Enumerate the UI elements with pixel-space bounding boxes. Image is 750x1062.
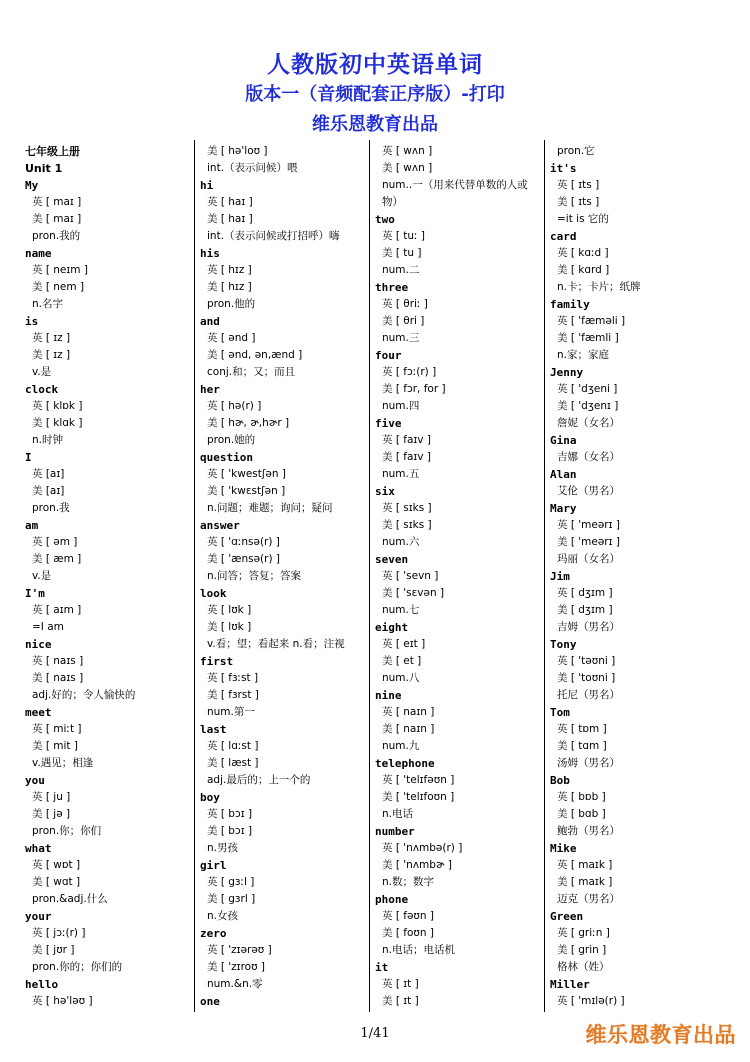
word-headword: 七年级上册 (25, 145, 80, 158)
word-detail: 美 [ naɪn ] (382, 723, 435, 735)
word-headword: am (25, 519, 39, 532)
word-detail: 美 [ θri ] (382, 315, 425, 327)
word-detail: 美 [ nem ] (32, 281, 85, 293)
page-title: 人教版初中英语单词 (267, 52, 483, 78)
word-detail: 美 [ ɪz ] (32, 349, 71, 361)
word-detail: 艾伦（男名） (557, 485, 620, 497)
column-divider (194, 140, 195, 1012)
word-detail: 英 [ 'dʒeni ] (557, 383, 618, 395)
word-detail: 英 [ wɒt ] (32, 859, 81, 871)
word-detail: 英 [ gɜːl ] (207, 876, 255, 888)
word-detail: 英 [ klɒk ] (32, 400, 83, 412)
word-headword: what (25, 842, 52, 855)
word-headword: last (200, 723, 227, 736)
word-detail: 美 [ gɜrl ] (207, 893, 256, 905)
word-detail: 美 [ bɑb ] (557, 808, 606, 820)
word-detail: 英 [ 'nʌmbə(r) ] (382, 842, 463, 854)
word-headword: seven (375, 553, 409, 566)
word-detail: 吉姆（男名） (557, 621, 620, 633)
word-detail: 美 [ 'kwɛstʃən ] (207, 485, 286, 497)
word-detail: 玛丽（女名） (557, 553, 620, 565)
word-detail: n.问题；难题；询问；疑问 (207, 502, 333, 514)
word-headword: and (200, 315, 220, 328)
word-detail: 英 [ ju ] (32, 791, 71, 803)
word-detail: 英 [ haɪ ] (207, 196, 253, 208)
word-detail: 英 [ fəʊn ] (382, 910, 435, 922)
word-headword: six (375, 485, 395, 498)
word-headword: it (375, 961, 389, 974)
word-detail: 美 [ wɑt ] (32, 876, 81, 888)
word-detail: v.遇见；相逢 (32, 757, 94, 769)
word-detail: num.六 (382, 536, 420, 548)
word-headword: number (375, 825, 415, 838)
word-detail: 英 [ miːt ] (32, 723, 82, 735)
word-detail: 美 [ 'sɛvən ] (382, 587, 445, 599)
word-headword: Tony (550, 638, 577, 651)
word-detail: 美 [ maɪ ] (32, 213, 82, 225)
word-headword: his (200, 247, 220, 260)
word-detail: 美 [ fɜrst ] (207, 689, 259, 701)
word-detail: 美 [ dʒɪm ] (557, 604, 613, 616)
word-detail: 美 [ hə'loʊ ] (207, 145, 268, 157)
word-detail: 英 [ 'sevn ] (382, 570, 439, 582)
word-detail: 美 [ lʊk ] (207, 621, 252, 633)
word-headword: card (550, 230, 577, 243)
word-detail: 英 [ 'telɪfəʊn ] (382, 774, 455, 786)
word-detail: 英 [ hə'ləʊ ] (32, 995, 93, 1007)
word-detail: v.是 (32, 366, 52, 378)
word-detail: 美 [ fɔr, for ] (382, 383, 446, 395)
page-subtitle: 版本一（音频配套正序版）-打印 (245, 84, 505, 105)
word-detail: 英 [ fɔː(r) ] (382, 366, 437, 378)
word-detail: 美 [ 'nʌmbɚ ] (382, 859, 452, 871)
word-detail: n.问答；答复；答案 (207, 570, 301, 582)
word-detail: 英 [ naɪs ] (32, 655, 84, 667)
word-detail: 美 [ æm ] (32, 553, 82, 565)
word-detail: int.（表示问候）喂 (207, 162, 298, 174)
word-headword: Gina (550, 434, 577, 447)
word-detail: 美 [ hɪz ] (207, 281, 252, 293)
word-headword: nine (375, 689, 402, 702)
word-detail: 美 [ ɪts ] (557, 196, 600, 208)
word-detail: 英 [ 'fæməli ] (557, 315, 626, 327)
word-headword: hello (25, 978, 59, 991)
word-detail: n.女孩 (207, 910, 238, 922)
word-detail: 英 [ griːn ] (557, 927, 610, 939)
word-detail: n.男孩 (207, 842, 238, 854)
word-headword: look (200, 587, 227, 600)
word-detail: 美 [ 'toʊni ] (557, 672, 616, 684)
word-headword: Miller (550, 978, 590, 991)
word-detail: 英 [ kɑːd ] (557, 247, 609, 259)
word-detail: 英 [ jɔː(r) ] (32, 927, 86, 939)
word-detail: 美 [ hɚ, ɚ,hɚr ] (207, 417, 290, 429)
word-detail: conj.和；又；而且 (207, 366, 296, 378)
word-headword: answer (200, 519, 240, 532)
word-detail: 英 [ eɪt ] (382, 638, 426, 650)
word-detail: 英 [ 'zɪərəʊ ] (207, 944, 272, 956)
word-detail: 美 [ 'ænsə(r) ] (207, 553, 280, 565)
word-detail: n.数；数字 (382, 876, 434, 888)
word-detail: 美 [ kɑrd ] (557, 264, 610, 276)
word-detail: num.九 (382, 740, 420, 752)
word-detail: num.五 (382, 468, 420, 480)
word-headword: I (25, 451, 32, 464)
word-detail: num.&n.零 (207, 978, 263, 990)
word-headword: Green (550, 910, 584, 923)
word-headword: meet (25, 706, 52, 719)
word-detail: 英 [ 'təʊni ] (557, 655, 616, 667)
word-detail: num..一（用来代替单数的人或 (382, 179, 528, 191)
word-headword: it's (550, 162, 577, 175)
word-detail: 英 [ wʌn ] (382, 145, 433, 157)
word-detail: 美 [ sɪks ] (382, 519, 432, 531)
word-detail: 美 [ jə ] (32, 808, 71, 820)
word-detail: 美 [ foʊn ] (382, 927, 434, 939)
word-detail: 美 [ bɔɪ ] (207, 825, 253, 837)
word-headword: Unit 1 (25, 162, 63, 175)
word-headword: boy (200, 791, 220, 804)
word-detail: adj.好的；令人愉快的 (32, 689, 136, 701)
word-detail: 美 [ et ] (382, 655, 422, 667)
word-detail: 美 [ ɪt ] (382, 995, 419, 1007)
word-detail: 托尼（男名） (557, 689, 620, 701)
word-detail: 美 [aɪ] (32, 485, 65, 497)
word-detail: 英 [ bɒb ] (557, 791, 606, 803)
word-headword: girl (200, 859, 227, 872)
word-detail: 美 [ haɪ ] (207, 213, 253, 225)
word-headword: first (200, 655, 234, 668)
word-detail: pron.我的 (32, 230, 81, 242)
word-detail: n.名字 (32, 298, 63, 310)
word-detail: 英 [ ɪz ] (32, 332, 71, 344)
word-detail: 美 [ klɑk ] (32, 417, 83, 429)
word-detail: 英 [ tɒm ] (557, 723, 607, 735)
word-detail: 英 [ sɪks ] (382, 502, 432, 514)
word-headword: question (200, 451, 253, 464)
word-detail: 英 [ dʒɪm ] (557, 587, 613, 599)
word-detail: n.电话；电话机 (382, 944, 455, 956)
word-detail: pron.我 (32, 502, 70, 514)
word-detail: 汤姆（男名） (557, 757, 620, 769)
word-detail: 英 [ ɪts ] (557, 179, 600, 191)
word-headword: clock (25, 383, 59, 396)
word-detail: 英 [ neɪm ] (32, 264, 88, 276)
word-detail: 英 [ tuː ] (382, 230, 426, 242)
word-headword: zero (200, 927, 227, 940)
word-detail: 英 [ naɪn ] (382, 706, 435, 718)
word-detail: n.卡；卡片；纸牌 (557, 281, 641, 293)
word-detail: 美 [ 'zɪroʊ ] (207, 961, 266, 973)
word-detail: 英 [ aɪm ] (32, 604, 82, 616)
word-headword: three (375, 281, 409, 294)
word-headword: telephone (375, 757, 435, 770)
word-detail: num.七 (382, 604, 420, 616)
column-divider (369, 140, 370, 1012)
word-detail: int.（表示问候或打招呼）嗨 (207, 230, 340, 242)
word-headword: four (375, 349, 402, 362)
word-detail: num.三 (382, 332, 420, 344)
word-detail: 吉娜（女名） (557, 451, 620, 463)
word-detail: num.二 (382, 264, 420, 276)
word-headword: My (25, 179, 39, 192)
word-detail: 英 [ maɪ ] (32, 196, 82, 208)
word-detail: 美 [ wʌn ] (382, 162, 433, 174)
word-detail: 美 [ ənd, ən,ænd ] (207, 349, 303, 361)
word-detail: 詹妮（女名） (557, 417, 620, 429)
word-headword: name (25, 247, 52, 260)
word-detail: num.第一 (207, 706, 255, 718)
word-detail: 美 [ 'meərɪ ] (557, 536, 620, 548)
word-detail: 美 [ tɑm ] (557, 740, 607, 752)
word-detail: 美 [ grin ] (557, 944, 607, 956)
word-detail: 美 [ læst ] (207, 757, 259, 769)
word-headword: five (375, 417, 402, 430)
word-headword: Mike (550, 842, 577, 855)
word-detail: 英 [ faɪv ] (382, 434, 431, 446)
word-headword: phone (375, 893, 409, 906)
word-column-4 (550, 143, 715, 1010)
word-headword: Tom (550, 706, 570, 719)
word-detail: 英 [ ənd ] (207, 332, 256, 344)
word-detail: 格林（姓） (557, 961, 610, 973)
word-detail: 英 [ 'ɑːnsə(r) ] (207, 536, 280, 548)
word-detail: 美 [ maɪk ] (557, 876, 613, 888)
page-number: 1/41 (360, 1026, 390, 1041)
word-detail: 美 [ faɪv ] (382, 451, 431, 463)
word-headword: eight (375, 621, 409, 634)
word-column-2 (200, 143, 365, 1010)
word-headword: Bob (550, 774, 570, 787)
word-headword: I'm (25, 587, 45, 600)
word-detail: v.是 (32, 570, 52, 582)
word-detail: pron.你；你们 (32, 825, 102, 837)
word-detail: pron.它 (557, 145, 595, 157)
word-headword: hi (200, 179, 214, 192)
word-detail: 英 [aɪ] (32, 468, 65, 480)
word-detail: v.看；望；看起来 n.看；注视 (207, 638, 345, 650)
word-headword: your (25, 910, 52, 923)
word-headword: family (550, 298, 590, 311)
word-detail: pron.他的 (207, 298, 256, 310)
word-detail: 美 [ jʊr ] (32, 944, 75, 956)
word-detail: 英 [ hə(r) ] (207, 400, 262, 412)
column-divider (544, 140, 545, 1012)
word-headword: Jim (550, 570, 570, 583)
word-detail: 美 [ 'telɪfoʊn ] (382, 791, 455, 803)
word-detail: 美 [ naɪs ] (32, 672, 84, 684)
word-detail: 英 [ hɪz ] (207, 264, 252, 276)
word-headword: two (375, 213, 395, 226)
word-detail: 英 [ lɑːst ] (207, 740, 259, 752)
word-detail: 美 [ 'fæmli ] (557, 332, 619, 344)
word-detail: 英 [ θriː ] (382, 298, 428, 310)
word-detail: 英 [ ɪt ] (382, 978, 419, 990)
word-detail: adj.最后的；上一个的 (207, 774, 311, 786)
word-detail: num.四 (382, 400, 420, 412)
word-detail: n.时钟 (32, 434, 63, 446)
word-detail: 英 [ əm ] (32, 536, 78, 548)
publisher-line: 维乐恩教育出品 (312, 114, 438, 135)
word-detail: pron.你的；你们的 (32, 961, 123, 973)
word-detail: 迈克（男名） (557, 893, 620, 905)
word-detail: n.电话 (382, 808, 413, 820)
word-headword: Alan (550, 468, 577, 481)
word-detail: 英 [ lʊk ] (207, 604, 252, 616)
word-detail: =it is 它的 (557, 213, 609, 225)
word-headword: nice (25, 638, 52, 651)
word-detail: 美 [ tu ] (382, 247, 422, 259)
word-detail: 美 [ 'dʒenɪ ] (557, 400, 619, 412)
watermark: 维乐恩教育出品 (585, 1023, 736, 1047)
word-headword: one (200, 995, 220, 1008)
word-headword: you (25, 774, 45, 787)
word-detail: 美 [ mit ] (32, 740, 78, 752)
word-detail: n.家；家庭 (557, 349, 609, 361)
word-detail: 英 [ 'meərɪ ] (557, 519, 620, 531)
word-headword: Jenny (550, 366, 584, 379)
word-detail: 英 [ fɜːst ] (207, 672, 259, 684)
word-detail: 鲍勃（男名） (557, 825, 620, 837)
word-detail: num.八 (382, 672, 420, 684)
word-column-3 (375, 143, 540, 1010)
word-detail: 物） (382, 196, 403, 208)
word-column-1 (25, 143, 190, 1010)
word-detail: 英 [ 'kwestʃən ] (207, 468, 286, 480)
word-detail: 英 [ bɔɪ ] (207, 808, 253, 820)
word-headword: her (200, 383, 220, 396)
word-detail: 英 [ 'mɪlə(r) ] (557, 995, 625, 1007)
word-headword: Mary (550, 502, 577, 515)
word-headword: is (25, 315, 39, 328)
word-detail: pron.她的 (207, 434, 256, 446)
word-detail: pron.&adj.什么 (32, 893, 108, 905)
word-detail: =I am (32, 621, 64, 633)
word-detail: 英 [ maɪk ] (557, 859, 613, 871)
